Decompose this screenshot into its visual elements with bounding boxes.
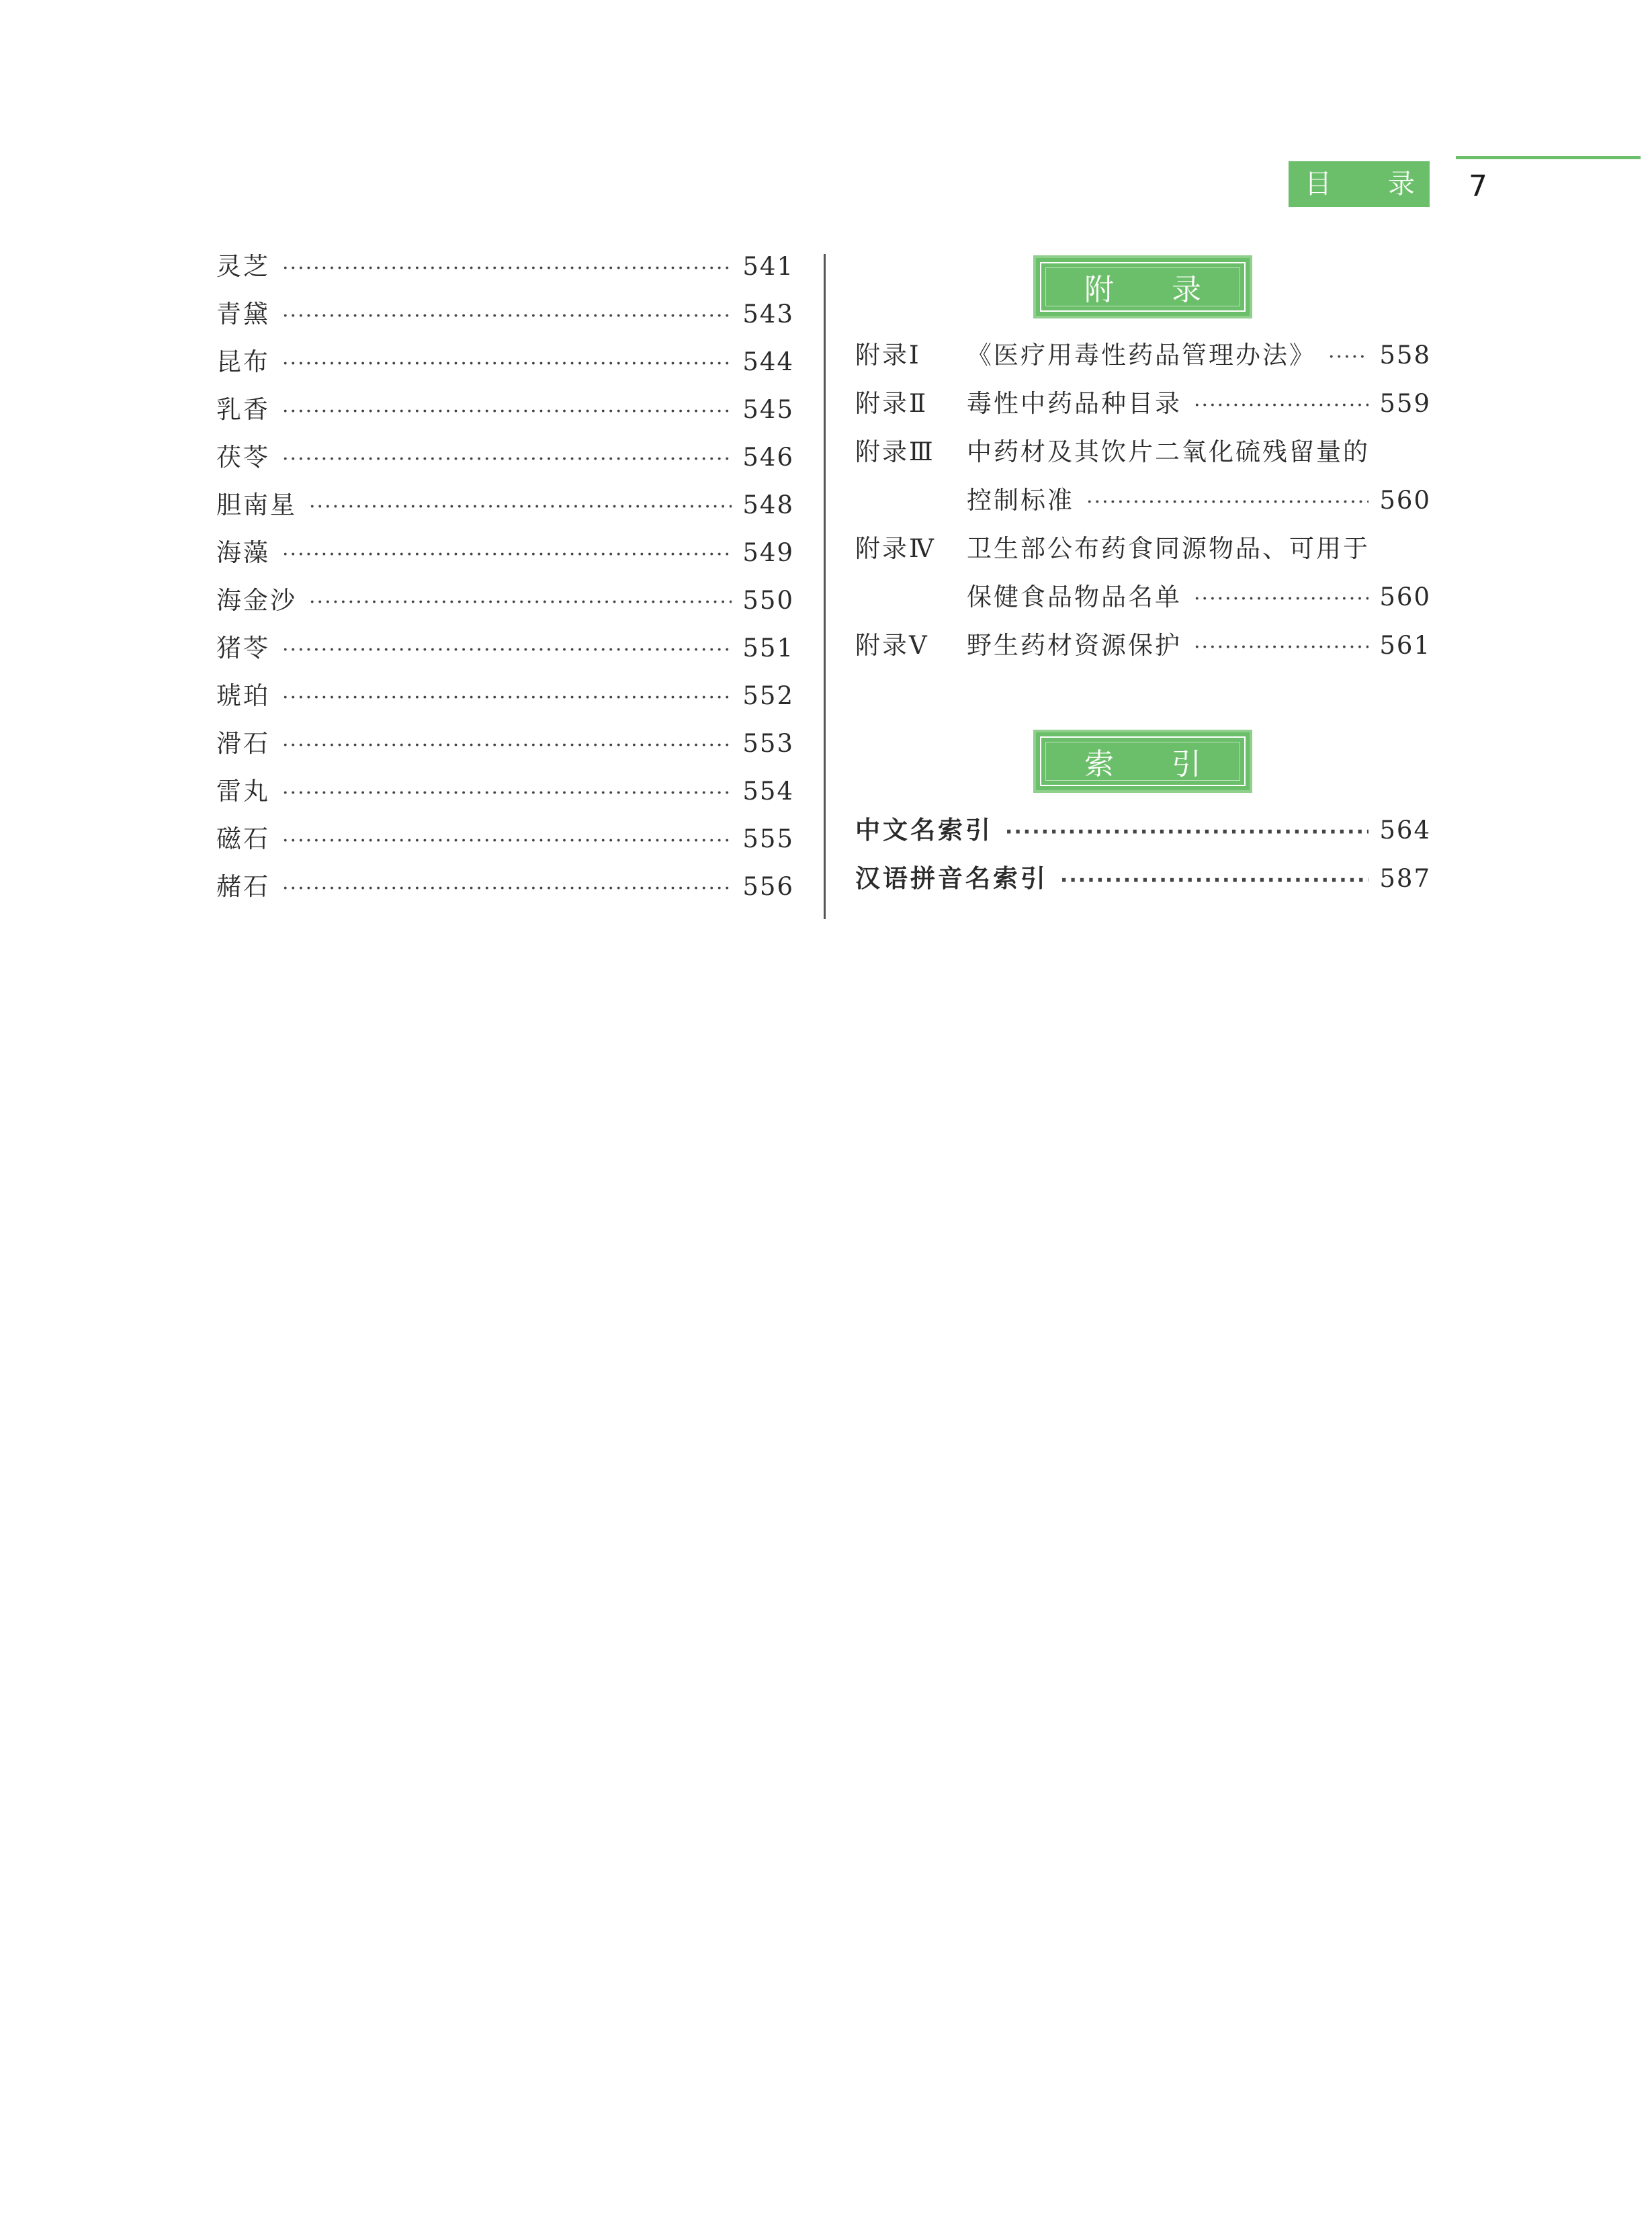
toc-entry[interactable] [216,867,794,907]
dot-leader [282,296,732,337]
appendix-key: 附录Ⅱ [855,389,928,418]
toc-entry[interactable] [216,437,794,478]
toc-entry-page: 552 [742,681,794,710]
dot-leader [1194,628,1368,668]
toc-entry-page: 544 [742,347,794,376]
dot-leader [1005,812,1368,853]
dot-leader [1194,386,1368,426]
appendix-title: 卫生部公布药食同源物品、可用于 [967,534,1370,563]
toc-entry[interactable] [216,485,794,525]
column-divider [824,254,826,919]
toc-entry-page: 554 [742,777,794,806]
page-number: 7 [1469,169,1487,204]
toc-entry[interactable] [216,676,794,716]
dot-leader [282,249,732,289]
appendix-title: 野生药材资源保护 [967,631,1182,660]
dot-leader [1194,579,1368,619]
appendix-entry-continued[interactable] [855,480,1431,521]
appendix-page: 559 [1379,389,1431,418]
dot-leader [1328,337,1368,378]
section-tab [1289,161,1430,207]
appendix-banner [1033,255,1252,318]
appendix-title: 《医疗用毒性药品管理办法》 [967,341,1316,370]
toc-entry-name: 灵芝 [216,252,270,281]
toc-entry[interactable] [216,294,794,335]
toc-entry-name: 磁石 [216,824,270,853]
toc-entry[interactable] [216,724,794,764]
appendix-entry[interactable] [855,432,1431,472]
index-banner-char-2: 引 [1172,747,1201,781]
toc-entry[interactable] [216,771,794,812]
toc-entry-page: 541 [742,252,794,281]
index-entry[interactable] [855,810,1431,851]
toc-entry-name: 滑石 [216,729,270,758]
toc-entry-page: 546 [742,443,794,472]
toc-entry-page: 545 [742,395,794,424]
toc-entry-page: 549 [742,538,794,567]
toc-entry-name: 海金沙 [216,586,297,615]
index-banner-char-1: 索 [1084,747,1114,781]
dot-leader [1060,861,1368,901]
toc-entry-name: 琥珀 [216,681,270,710]
toc-entry-name: 赭石 [216,872,270,901]
appendix-key: 附录Ⅴ [855,631,929,660]
appendix-title: 中药材及其饮片二氧化硫残留量的 [967,437,1370,466]
appendix-page: 560 [1379,583,1431,611]
dot-leader [282,630,732,671]
dot-leader [309,487,732,527]
toc-entry-page: 550 [742,586,794,615]
toc-entry-page: 548 [742,490,794,519]
section-tab-char-1: 目 [1305,169,1332,200]
toc-entry-page: 553 [742,729,794,758]
toc-entry-name: 雷丸 [216,777,270,806]
dot-leader [282,392,732,432]
toc-entry[interactable] [216,342,794,382]
appendix-title-continued: 保健食品物品名单 [967,583,1182,611]
appendix-key: 附录Ⅰ [855,341,921,370]
appendix-page: 558 [1379,341,1431,370]
appendix-page: 560 [1379,486,1431,515]
index-name: 中文名索引 [855,816,993,845]
toc-entry[interactable] [216,247,794,287]
appendix-entry[interactable] [855,626,1431,666]
index-name: 汉语拼音名索引 [855,864,1048,893]
toc-entry[interactable] [216,533,794,573]
dot-leader [282,678,732,718]
appendix-entry[interactable] [855,384,1431,424]
section-tab-char-2: 录 [1388,169,1415,200]
header-rule [1456,156,1641,159]
appendix-page: 561 [1379,631,1431,660]
dot-leader [309,583,732,623]
appendix-title: 毒性中药品种目录 [967,389,1182,418]
dot-leader [1086,482,1368,523]
index-entry[interactable] [855,859,1431,899]
dot-leader [282,773,732,814]
toc-entry[interactable] [216,390,794,430]
appendix-entry[interactable] [855,529,1431,569]
appendix-entry-continued[interactable] [855,577,1431,617]
toc-entry-name: 海藻 [216,538,270,567]
dot-leader [282,869,732,909]
toc-entry-page: 543 [742,300,794,329]
appendix-key: 附录Ⅲ [855,437,935,466]
appendix-banner-char-2: 录 [1172,273,1201,307]
dot-leader [282,535,732,575]
appendix-banner-char-1: 附 [1084,273,1114,307]
toc-entry-page: 551 [742,634,794,662]
toc-entry[interactable] [216,581,794,621]
index-page: 564 [1379,816,1431,845]
toc-entry-name: 茯苓 [216,443,270,472]
toc-entry[interactable] [216,628,794,669]
toc-entry-name: 胆南星 [216,490,297,519]
toc-entry-page: 556 [742,872,794,901]
toc-entry-name: 昆布 [216,347,270,376]
toc-entry[interactable] [216,819,794,859]
dot-leader [282,439,732,480]
toc-entry-name: 青黛 [216,300,270,329]
dot-leader [282,344,732,384]
dot-leader [282,821,732,861]
index-page: 587 [1379,864,1431,893]
dot-leader [282,726,732,766]
toc-entry-name: 猪苓 [216,634,270,662]
appendix-title-continued: 控制标准 [967,486,1074,515]
toc-entry-name: 乳香 [216,395,270,424]
appendix-entry[interactable] [855,335,1431,376]
index-banner [1033,730,1252,793]
toc-entry-page: 555 [742,824,794,853]
appendix-key: 附录Ⅳ [855,534,936,563]
